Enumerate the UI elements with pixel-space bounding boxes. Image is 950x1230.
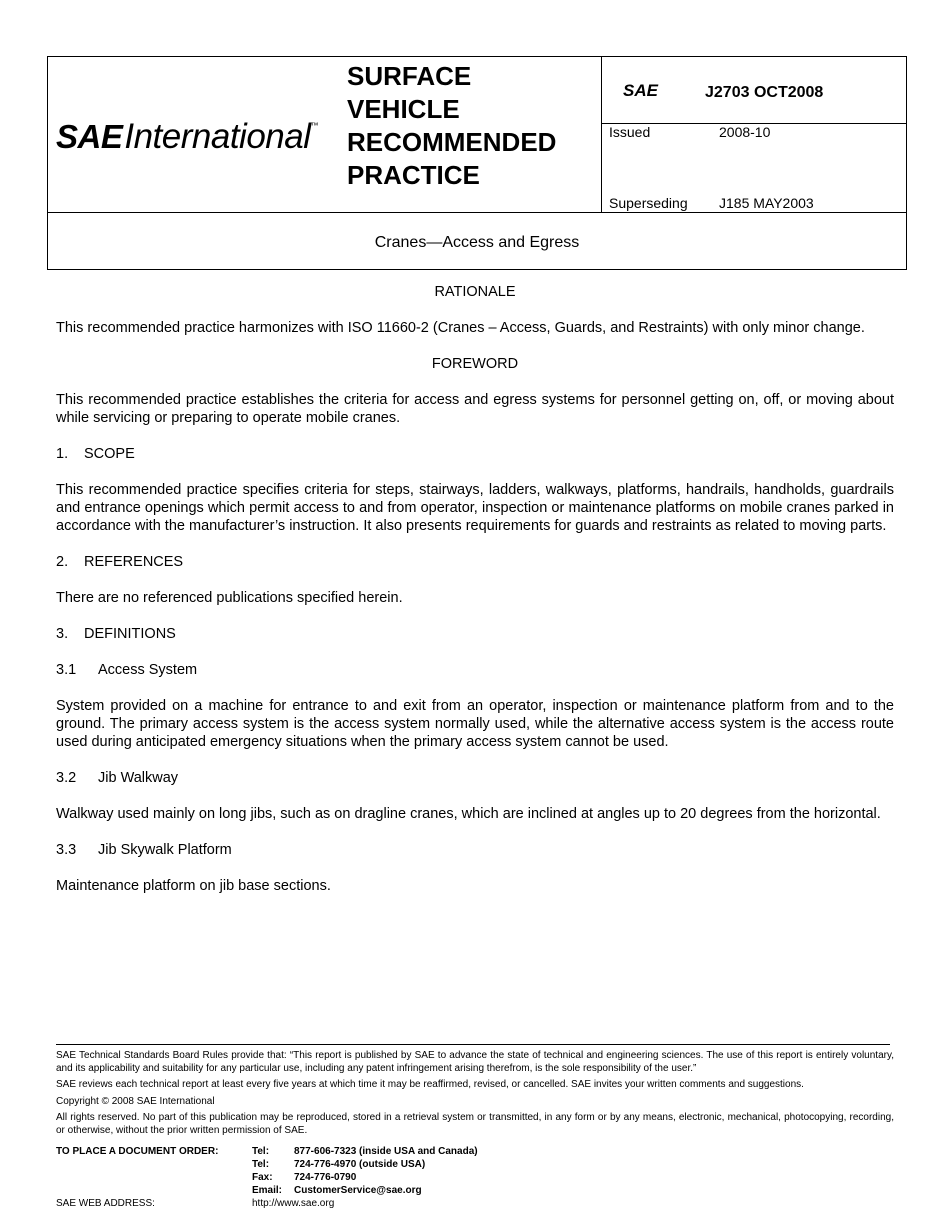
footer-copyright: Copyright © 2008 SAE International [56,1095,215,1107]
section-3-3-title: Jib Skywalk Platform [98,842,232,858]
section-3-2-number: 3.2 [56,770,77,786]
document-body [56,283,894,913]
section-3-3-heading [56,841,894,859]
section-3-1-number: 3.1 [56,662,77,678]
contact-value: 877-606-7323 (inside USA and Canada) [294,1146,478,1157]
contact-value: 724-776-0790 [294,1172,357,1183]
contact-key: Email: [252,1185,283,1196]
section-3-1-text: System provided on a machine for entrance to and exit from an operator, inspection or maintenance platform from and to the ground. The primary access system is the access system normally used, while the alternative access system is the access route used during anticipated emergency situations when the primary access system cannot be used. [56,698,894,750]
logo-trademark: ™ [310,121,318,130]
order-label: TO PLACE A DOCUMENT ORDER: [56,1146,219,1157]
section-3-3-number: 3.3 [56,842,77,858]
document-number: J2703 OCT2008 [705,84,824,101]
web-address-label: SAE WEB ADDRESS: [56,1198,155,1209]
section-3-title: DEFINITIONS [84,626,176,642]
contact-row [252,1145,478,1158]
document-footer [56,1050,894,1141]
section-3-2-title: Jib Walkway [98,770,179,786]
section-3-number: 3. [56,626,69,642]
issued-label: Issued [609,124,651,140]
contact-row [252,1171,478,1184]
section-3-3-text: Maintenance platform on jib base sections. [56,878,331,894]
foreword-heading: FOREWORD [431,356,519,372]
section-1-text: This recommended practice specifies criteria for steps, stairways, ladders, walkways, platforms, handrails, handholds, guardrails and entrance openings which permit access to and from operator, inspection or maintenance platforms on mobile cranes parked in accordance with the manufacturer’s instruction. It also presents requirements for guards and restraints as related to moving parts. [56,482,894,534]
section-3-1-title: Access System [98,662,198,678]
footer-rights-text: All rights reserved. No part of this publication may be reproduced, stored in a retrieval system or transmitted, in any form or by any means, electronic, mechanical, photocopying, recording, or otherwise, without the prior written permission of SAE. [56,1112,894,1136]
logo-international: International [124,117,311,156]
header-divider [48,212,906,213]
contact-key: Tel: [252,1159,270,1170]
sae-international-logo [56,117,318,157]
contact-list [252,1145,478,1197]
web-address-link[interactable]: http://www.sae.org [252,1198,335,1209]
document-header [47,56,907,270]
contact-email-link[interactable]: CustomerService@sae.org [294,1185,422,1196]
section-3-heading [56,625,894,643]
document-title: Cranes—Access and Egress [374,234,580,251]
contact-row [252,1158,478,1171]
section-2-number: 2. [56,554,69,570]
footer-rule [56,1044,890,1045]
contact-key: Tel: [252,1146,270,1157]
section-1-title: SCOPE [84,446,135,462]
document-type: SURFACE VEHICLE RECOMMENDED PRACTICE [347,61,557,190]
rationale-text: This recommended practice harmonizes with ISO 11660-2 (Cranes – Access, Guards, and Restraints) with only minor change. [56,320,865,336]
section-3-2-text: Walkway used mainly on long jibs, such as on dragline cranes, which are inclined at angles up to 20 degrees from the horizontal. [56,806,881,822]
section-1-number: 1. [56,446,69,462]
header-column-divider [601,57,602,212]
issued-value: 2008-10 [719,124,771,140]
footer-rules-text: SAE Technical Standards Board Rules provide that: “This report is published by SAE to advance the state of technical and engineering sciences. The use of this report is entirely voluntary, and its applicability and suitability for any particular use, including any patent infringement arising therefrom, is the sole responsibility of the user.” [56,1050,894,1074]
section-1-heading [56,445,894,463]
section-3-1-heading [56,661,894,679]
contact-key: Fax: [252,1172,273,1183]
section-2-title: REFERENCES [84,554,184,570]
section-2-heading [56,553,894,571]
logo-sae: SAE [56,118,123,155]
contact-value: 724-776-4970 (outside USA) [294,1159,426,1170]
section-2-text: There are no referenced publications specified herein. [56,590,403,606]
superseding-value: J185 MAY2003 [719,195,814,211]
sae-small-logo: SAE [623,81,658,100]
section-3-2-heading [56,769,894,787]
contact-row [252,1184,478,1197]
footer-review-text: SAE reviews each technical report at least every five years at which time it may be reaffirmed, revised, or cancelled. SAE invites your written comments and suggestions. [56,1079,804,1090]
foreword-text: This recommended practice establishes the criteria for access and egress systems for personnel getting on, off, or moving about while servicing or preparing to operate mobile cranes. [56,392,894,426]
rationale-heading: RATIONALE [434,284,516,300]
superseding-label: Superseding [609,195,688,211]
